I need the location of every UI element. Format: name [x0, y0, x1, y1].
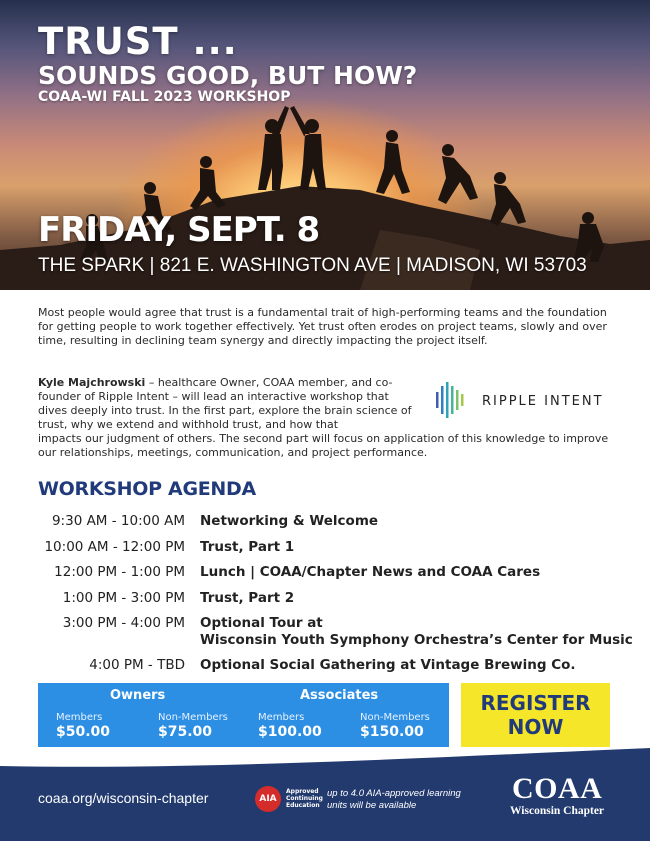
agenda-title: Optional Social Gathering at Vintage Brewing Co.	[200, 657, 576, 673]
aia-credit-note: up to 4.0 AIA-approved learning units will be available	[327, 788, 461, 811]
agenda-title-line1: Optional Tour at	[200, 615, 323, 631]
chapter-website-link[interactable]: coaa.org/wisconsin-chapter	[38, 790, 209, 806]
price-label: Non-Members	[158, 712, 228, 723]
speaker-bio-continued: impacts our judgment of others. The second part will focus on application of this knowledge to improve our relationships, meetings, communication, and project performance.	[38, 432, 609, 459]
register-label-line1: REGISTER	[480, 691, 591, 715]
price-value: $50.00	[56, 724, 111, 740]
price-label: Non-Members	[360, 712, 430, 723]
price-value: $75.00	[158, 724, 213, 740]
price-owner-nonmember	[158, 712, 228, 740]
aia-approved-text: Approved Continuing Education	[286, 788, 323, 809]
agenda-time: 4:00 PM - TBD	[89, 657, 185, 673]
speaker-bio-text: – healthcare Owner, COAA member, and co-founder of Ripple Intent – will lead an interactive workshop that dives deeply into trust. In the first part, explore the brain science of trust, why we extend and withhold trust, and how that	[38, 376, 412, 431]
associates-label: Associates	[300, 688, 379, 703]
hero-title-line1: TRUST ...	[38, 20, 238, 63]
agenda-heading: WORKSHOP AGENDA	[38, 478, 256, 500]
event-location: THE SPARK | 821 E. WASHINGTON AVE | MADISON, WI 53703	[38, 255, 587, 276]
agenda-time: 12:00 PM - 1:00 PM	[54, 564, 185, 580]
pricing-panel	[38, 683, 449, 747]
hero-subtitle: COAA-WI FALL 2023 WORKSHOP	[38, 89, 291, 105]
owners-label: Owners	[110, 688, 166, 703]
price-label: Members	[56, 712, 103, 723]
hero-banner	[0, 0, 650, 290]
coaa-logo: COAA	[512, 772, 603, 805]
price-value: $100.00	[258, 724, 322, 740]
speaker-bio	[38, 376, 418, 432]
register-now-button[interactable]	[461, 683, 610, 747]
agenda-title: Trust, Part 1	[200, 539, 295, 555]
register-label-line2: NOW	[507, 715, 564, 739]
agenda-time: 3:00 PM - 4:00 PM	[62, 615, 185, 631]
hero-title-line2: SOUNDS GOOD, BUT HOW?	[38, 61, 418, 90]
agenda-title: Trust, Part 2	[200, 590, 295, 606]
agenda-title: Networking & Welcome	[200, 513, 379, 529]
price-associate-nonmember	[360, 712, 430, 740]
aia-logo: AIA	[255, 786, 281, 812]
agenda-title: Lunch | COAA/Chapter News and COAA Cares	[200, 564, 541, 580]
speaker-name: Kyle Majchrowski	[38, 376, 146, 389]
event-date: FRIDAY, SEPT. 8	[38, 210, 320, 250]
agenda-title-line2: Wisconsin Youth Symphony Orchestra’s Center for Music	[200, 632, 633, 648]
price-associate-member	[258, 712, 322, 740]
coaa-chapter-name: Wisconsin Chapter	[510, 805, 605, 817]
price-value: $150.00	[360, 724, 424, 740]
price-label: Members	[258, 712, 305, 723]
price-owner-member	[56, 712, 110, 740]
intro-paragraph: Most people would agree that trust is a fundamental trait of high-performing teams and the foundation for getting people to work together effectively. Yet trust often erodes on project teams, slowly and over time, resulting in declining team synergy and directly impacting the project itself.	[38, 306, 607, 347]
agenda-time: 10:00 AM - 12:00 PM	[44, 539, 185, 555]
agenda-title	[200, 615, 640, 649]
agenda-time: 9:30 AM - 10:00 AM	[51, 513, 185, 529]
ripple-intent-logo-text: RIPPLE INTENT	[482, 394, 604, 409]
agenda-time: 1:00 PM - 3:00 PM	[62, 590, 185, 606]
